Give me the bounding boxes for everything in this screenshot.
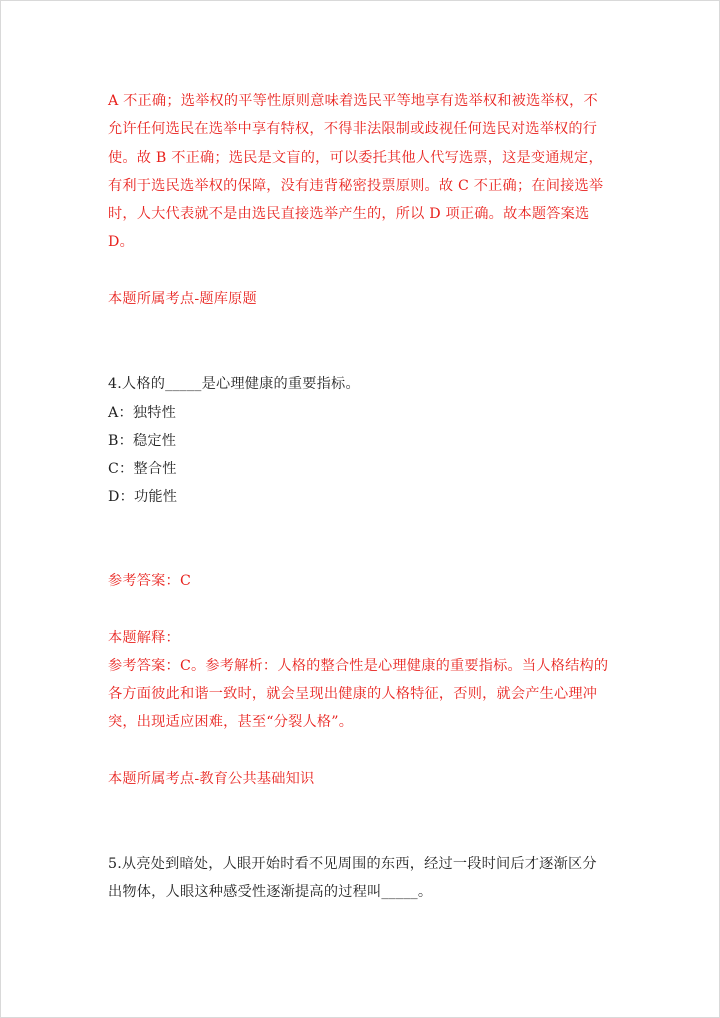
option-d: D：功能性 xyxy=(108,489,178,505)
explanation-line: 使。故 B 不正确；选民是文盲的，可以委托其他人代写选票，这是变通规定， xyxy=(108,150,603,166)
analysis-title: 本题解释： xyxy=(108,630,180,646)
answer-label: 参考答案：C xyxy=(108,573,191,589)
option-a: A：独特性 xyxy=(108,405,176,421)
option-b: B：稳定性 xyxy=(108,433,177,449)
analysis-line: 突，出现适应困难，甚至“分裂人格”。 xyxy=(108,714,354,730)
topic-source: 本题所属考点-题库原题 xyxy=(108,291,257,307)
topic-source: 本题所属考点-教育公共基础知识 xyxy=(108,771,315,787)
option-c: C：整合性 xyxy=(108,461,177,477)
explanation-line: 允许任何选民在选举中享有特权，不得非法限制或歧视任何选民对选举权的行 xyxy=(108,121,598,137)
explanation-line: 有利于选民选举权的保障，没有违背秘密投票原则。故 C 不正确；在间接选举 xyxy=(108,178,604,194)
analysis-line: 各方面彼此和谐一致时，就会呈现出健康的人格特征，否则，就会产生心理冲 xyxy=(108,686,598,702)
explanation-line: A 不正确；选举权的平等性原则意味着选民平等地享有选举权和被选举权，不 xyxy=(108,93,598,109)
question-stem: 4.人格的_____是心理健康的重要指标。 xyxy=(108,376,360,392)
explanation-line: D。 xyxy=(108,234,134,250)
explanation-line: 时，人大代表就不是由选民直接选举产生的，所以 D 项正确。故本题答案选 xyxy=(108,206,590,222)
question-stem-line: 5.从亮处到暗处，人眼开始时看不见周围的东西，经过一段时间后才逐渐区分 xyxy=(108,856,597,872)
analysis-line: 参考答案：C。参考解析：人格的整合性是心理健康的重要指标。当人格结构的 xyxy=(108,658,609,674)
question-stem-line: 出物体，人眼这种感受性逐渐提高的过程叫_____。 xyxy=(108,884,433,900)
